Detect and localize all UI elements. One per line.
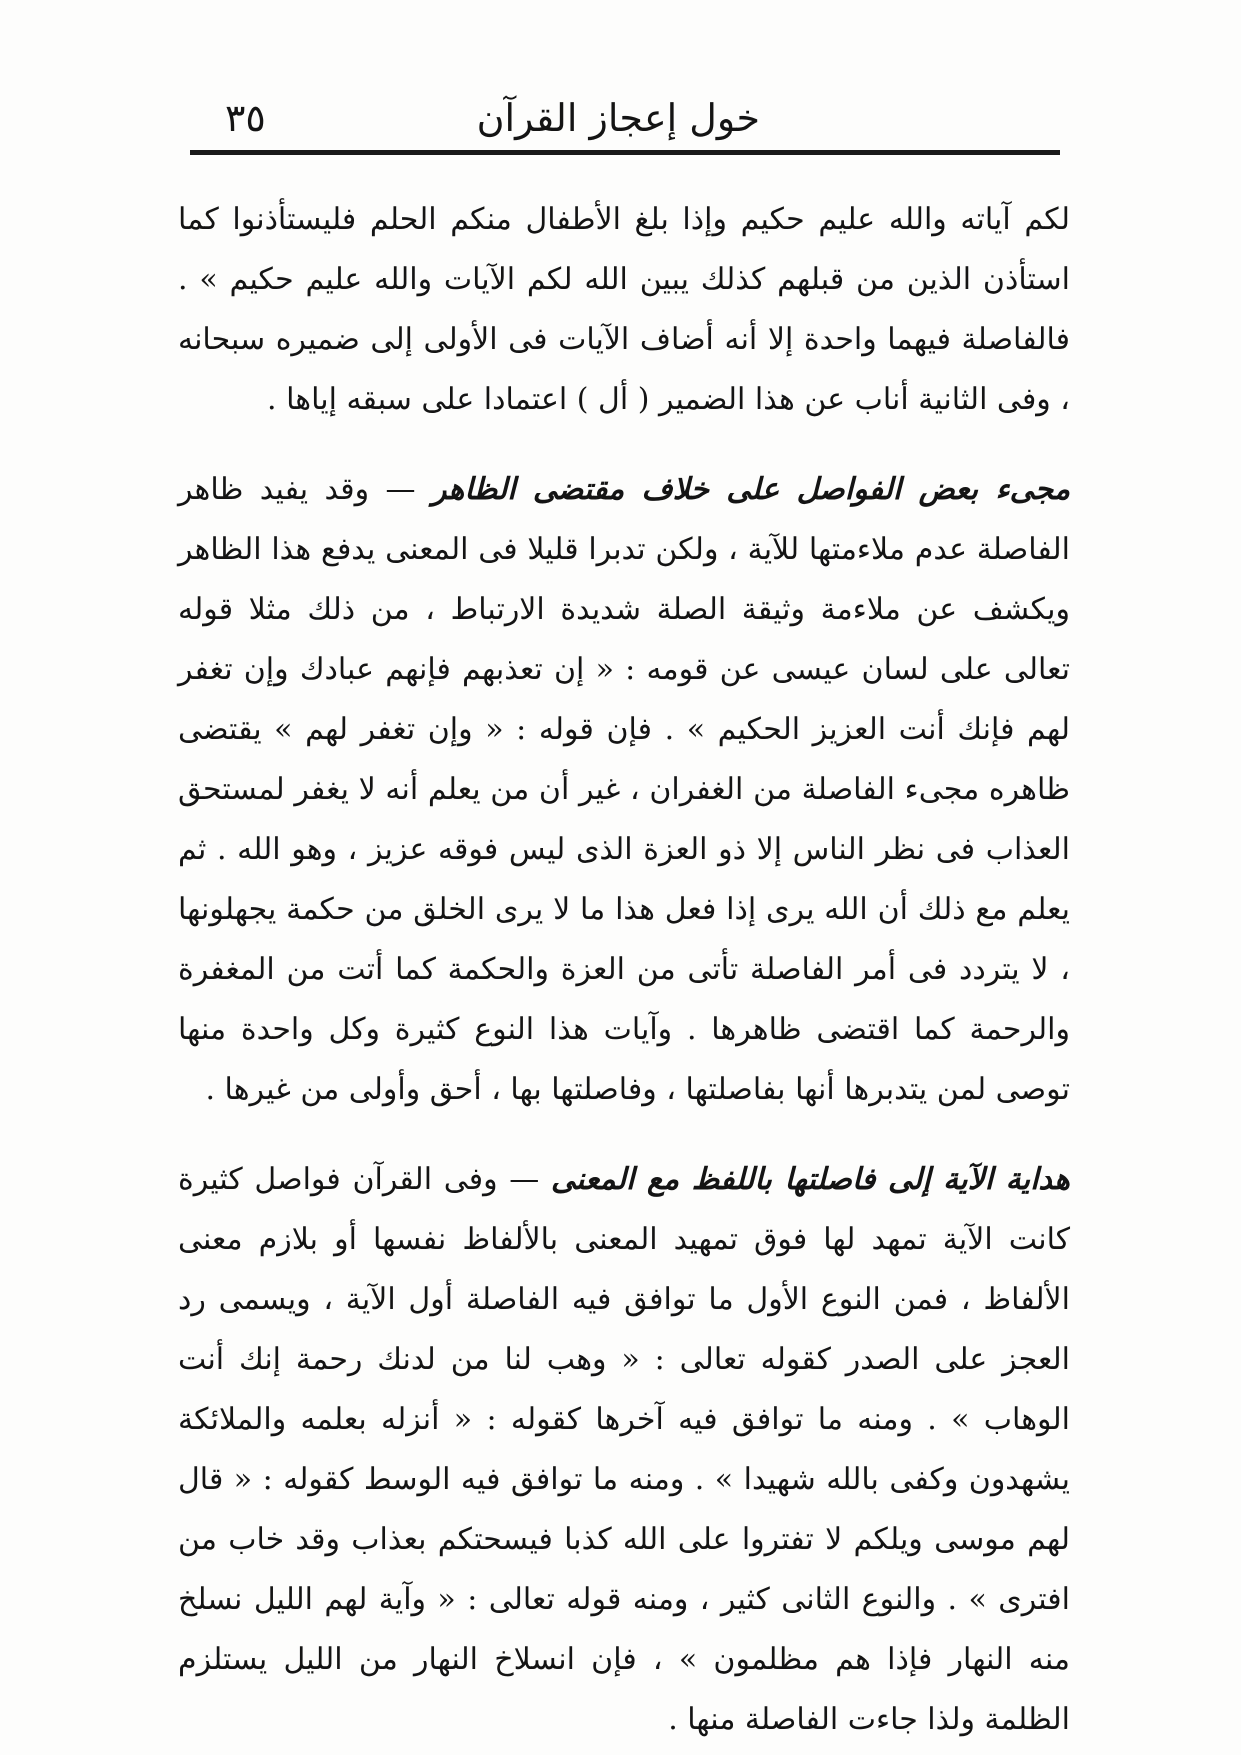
running-head	[190, 88, 1070, 148]
paragraph-gap	[178, 1120, 1070, 1150]
running-title: خول إعجاز القرآن	[476, 96, 760, 140]
body-text	[178, 190, 1070, 1750]
header-rule	[190, 150, 1060, 155]
paragraph-2	[178, 460, 1070, 1120]
paragraph-gap	[178, 430, 1070, 460]
paragraph-2-text: — وقد يفيد ظاهر الفاصلة عدم ملاءمتها للآية ، ولكن تدبرا قليلا فى المعنى يدفع هذا الظاهر ويكشف عن ملاءمة وثيقة الصلة شديدة الارتباط ، من ذلك مثلا قوله تعالى على لسان عيسى عن قومه : « إن تعذبهم فإنهم عبادك وإن تغفر لهم فإنك أنت العزيز الحكيم » . فإن قوله : « وإن تغفر لهم » يقتضى ظاهره مجىء الفاصلة من الغفران ، غير أن من يعلم أنه لا يغفر لمستحق العذاب فى نظر الناس إلا ذو العزة الذى ليس فوقه عزيز ، وهو الله . ثم يعلم مع ذلك أن الله يرى إذا فعل هذا ما لا يرى الخلق من حكمة يجهلونها ، لا يتردد فى أمر الفاصلة تأتى من العزة والحكمة كما أتت من المغفرة والرحمة كما اقتضى ظاهرها . وآيات هذا النوع كثيرة وكل واحدة منها توصى لمن يتدبرها أنها بفاصلتها ، وفاصلتها بها ، أحق وأولى من غيرها .	[178, 472, 1070, 1107]
section-heading-2: هداية الآية إلى فاصلتها باللفظ مع المعنى	[551, 1162, 1070, 1197]
paragraph-3-text: — وفى القرآن فواصل كثيرة كانت الآية تمهد لها فوق تمهيد المعنى بالألفاظ نفسها أو بلازم معنى الألفاظ ، فمن النوع الأول ما توافق فيه الفاصلة أول الآية ، ويسمى رد العجز على الصدر كقوله تعالى : « وهب لنا من لدنك رحمة إنك أنت الوهاب » . ومنه ما توافق فيه آخرها كقوله : « أنزله بعلمه والملائكة يشهدون وكفى بالله شهيدا » . ومنه ما توافق فيه الوسط كقوله : « قال لهم موسى ويلكم لا تفتروا على الله كذبا فيسحتكم بعذاب وقد خاب من افترى » . والنوع الثانى كثير ، ومنه قوله تعالى : « وآية لهم الليل نسلخ منه النهار فإذا هم مظلمون » ، فإن انسلاخ النهار من الليل يستلزم الظلمة ولذا جاءت الفاصلة منها .	[178, 1162, 1070, 1737]
paragraph-3	[178, 1150, 1070, 1750]
section-heading-1: مجىء بعض الفواصل على خلاف مقتضى الظاهر	[431, 472, 1071, 507]
page-number: ٣٥	[225, 96, 266, 140]
paragraph-1	[178, 190, 1070, 430]
paragraph-1-text: لكم آياته والله عليم حكيم وإذا بلغ الأطفال منكم الحلم فليستأذنوا كما استأذن الذين من قبلهم كذلك يبين الله لكم الآيات والله عليم حكيم » . فالفاصلة فيهما واحدة إلا أنه أضاف الآيات فى الأولى إلى ضميره سبحانه ، وفى الثانية أناب عن هذا الضمير ( أل ) اعتمادا على سبقه إياها .	[178, 202, 1070, 417]
